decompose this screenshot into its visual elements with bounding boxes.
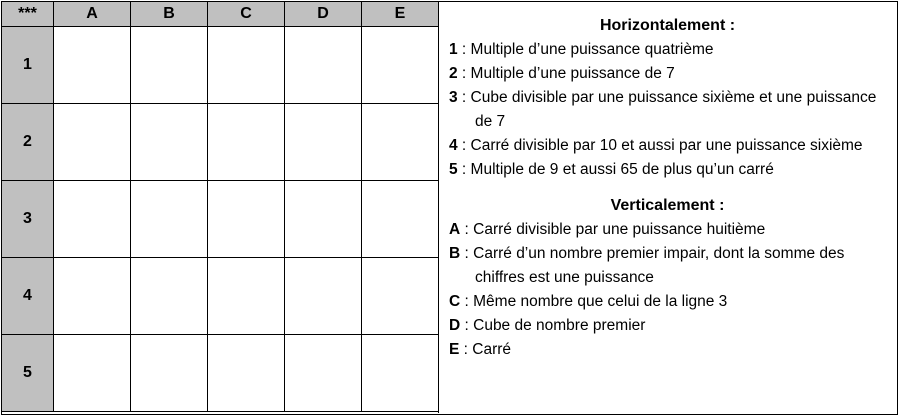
grid-cell-5b[interactable]	[131, 335, 208, 412]
clue-vertical-a: A : Carré divisible par une puissance huitième	[449, 221, 766, 238]
clue-horizontal-1: 1 : Multiple d’une puissance quatrième	[449, 41, 714, 58]
grid-cell-2e[interactable]	[362, 104, 439, 181]
clue-vertical-c: C : Même nombre que celui de la ligne 3	[449, 293, 728, 310]
clue-text: Cube de nombre premier	[473, 317, 646, 334]
clue-text: Cube divisible par une puissance sixième et une puissance de 7	[470, 89, 877, 130]
clue-text: Multiple d’une puissance quatrième	[470, 41, 714, 58]
clues-panel	[438, 2, 896, 413]
grid-cell-1c[interactable]	[208, 27, 285, 104]
grid-cell-2b[interactable]	[131, 104, 208, 181]
clue-key: 4	[449, 137, 458, 154]
grid-cell-3d[interactable]	[285, 181, 362, 258]
grid-cell-4d[interactable]	[285, 258, 362, 335]
column-header-a: A	[54, 2, 131, 27]
clue-text: Carré divisible par 10 et aussi par une puissance sixième	[470, 137, 863, 154]
column-header-b: B	[131, 2, 208, 27]
clue-key: A	[449, 221, 461, 238]
clue-vertical-b: B : Carré d’un nombre premier impair, dont la somme des chiffres est une puissance	[449, 245, 845, 286]
grid-cell-4a[interactable]	[54, 258, 131, 335]
grid-cell-4e[interactable]	[362, 258, 439, 335]
row-header-4: 4	[2, 258, 54, 335]
grid-cell-3e[interactable]	[362, 181, 439, 258]
grid-cell-2a[interactable]	[54, 104, 131, 181]
clue-text: Carré d’un nombre premier impair, dont la somme des chiffres est une puissance	[473, 245, 845, 286]
grid-cell-3c[interactable]	[208, 181, 285, 258]
column-header-c: C	[208, 2, 285, 27]
grid-cell-2d[interactable]	[285, 104, 362, 181]
grid-cell-5d[interactable]	[285, 335, 362, 412]
clue-horizontal-3: 3 : Cube divisible par une puissance sixième et une puissance de 7	[449, 89, 877, 130]
clue-key: D	[449, 317, 461, 334]
grid-cell-3b[interactable]	[131, 181, 208, 258]
grid-cell-1d[interactable]	[285, 27, 362, 104]
row-header-5: 5	[2, 335, 54, 412]
clue-vertical-e: E : Carré	[449, 341, 512, 358]
clue-text: Carré	[472, 341, 512, 358]
clue-key: 3	[449, 89, 458, 106]
grid-cell-5c[interactable]	[208, 335, 285, 412]
corner-cell: ***	[2, 2, 54, 27]
clue-text: Multiple d’une puissance de 7	[470, 65, 675, 82]
grid-cell-3a[interactable]	[54, 181, 131, 258]
clue-key: C	[449, 293, 461, 310]
vertical-title: Verticalement :	[610, 197, 725, 214]
row-header-3: 3	[2, 181, 54, 258]
clue-key: 2	[449, 65, 458, 82]
grid-cell-4c[interactable]	[208, 258, 285, 335]
column-header-e: E	[362, 2, 439, 27]
clue-key: E	[449, 341, 460, 358]
clue-key: 5	[449, 161, 458, 178]
clue-text: Carré divisible par une puissance huitième	[473, 221, 766, 238]
grid-cell-1b[interactable]	[131, 27, 208, 104]
crossnumber-grid	[1, 1, 439, 412]
clue-text: Même nombre que celui de la ligne 3	[473, 293, 728, 310]
clue-horizontal-4: 4 : Carré divisible par 10 et aussi par une puissance sixième	[449, 137, 863, 154]
grid-cell-5e[interactable]	[362, 335, 439, 412]
clue-key: 1	[449, 41, 458, 58]
clue-key: B	[449, 245, 461, 262]
column-header-d: D	[285, 2, 362, 27]
grid-cell-1a[interactable]	[54, 27, 131, 104]
clue-vertical-d: D : Cube de nombre premier	[449, 317, 646, 334]
horizontal-title: Horizontalement :	[599, 17, 736, 34]
grid-cell-4b[interactable]	[131, 258, 208, 335]
clue-horizontal-5: 5 : Multiple de 9 et aussi 65 de plus qu’un carré	[449, 161, 774, 178]
clue-horizontal-2: 2 : Multiple d’une puissance de 7	[449, 65, 675, 82]
grid-cell-5a[interactable]	[54, 335, 131, 412]
clue-text: Multiple de 9 et aussi 65 de plus qu’un carré	[470, 161, 774, 178]
grid-cell-2c[interactable]	[208, 104, 285, 181]
row-header-1: 1	[2, 27, 54, 104]
grid-cell-1e[interactable]	[362, 27, 439, 104]
row-header-2: 2	[2, 104, 54, 181]
